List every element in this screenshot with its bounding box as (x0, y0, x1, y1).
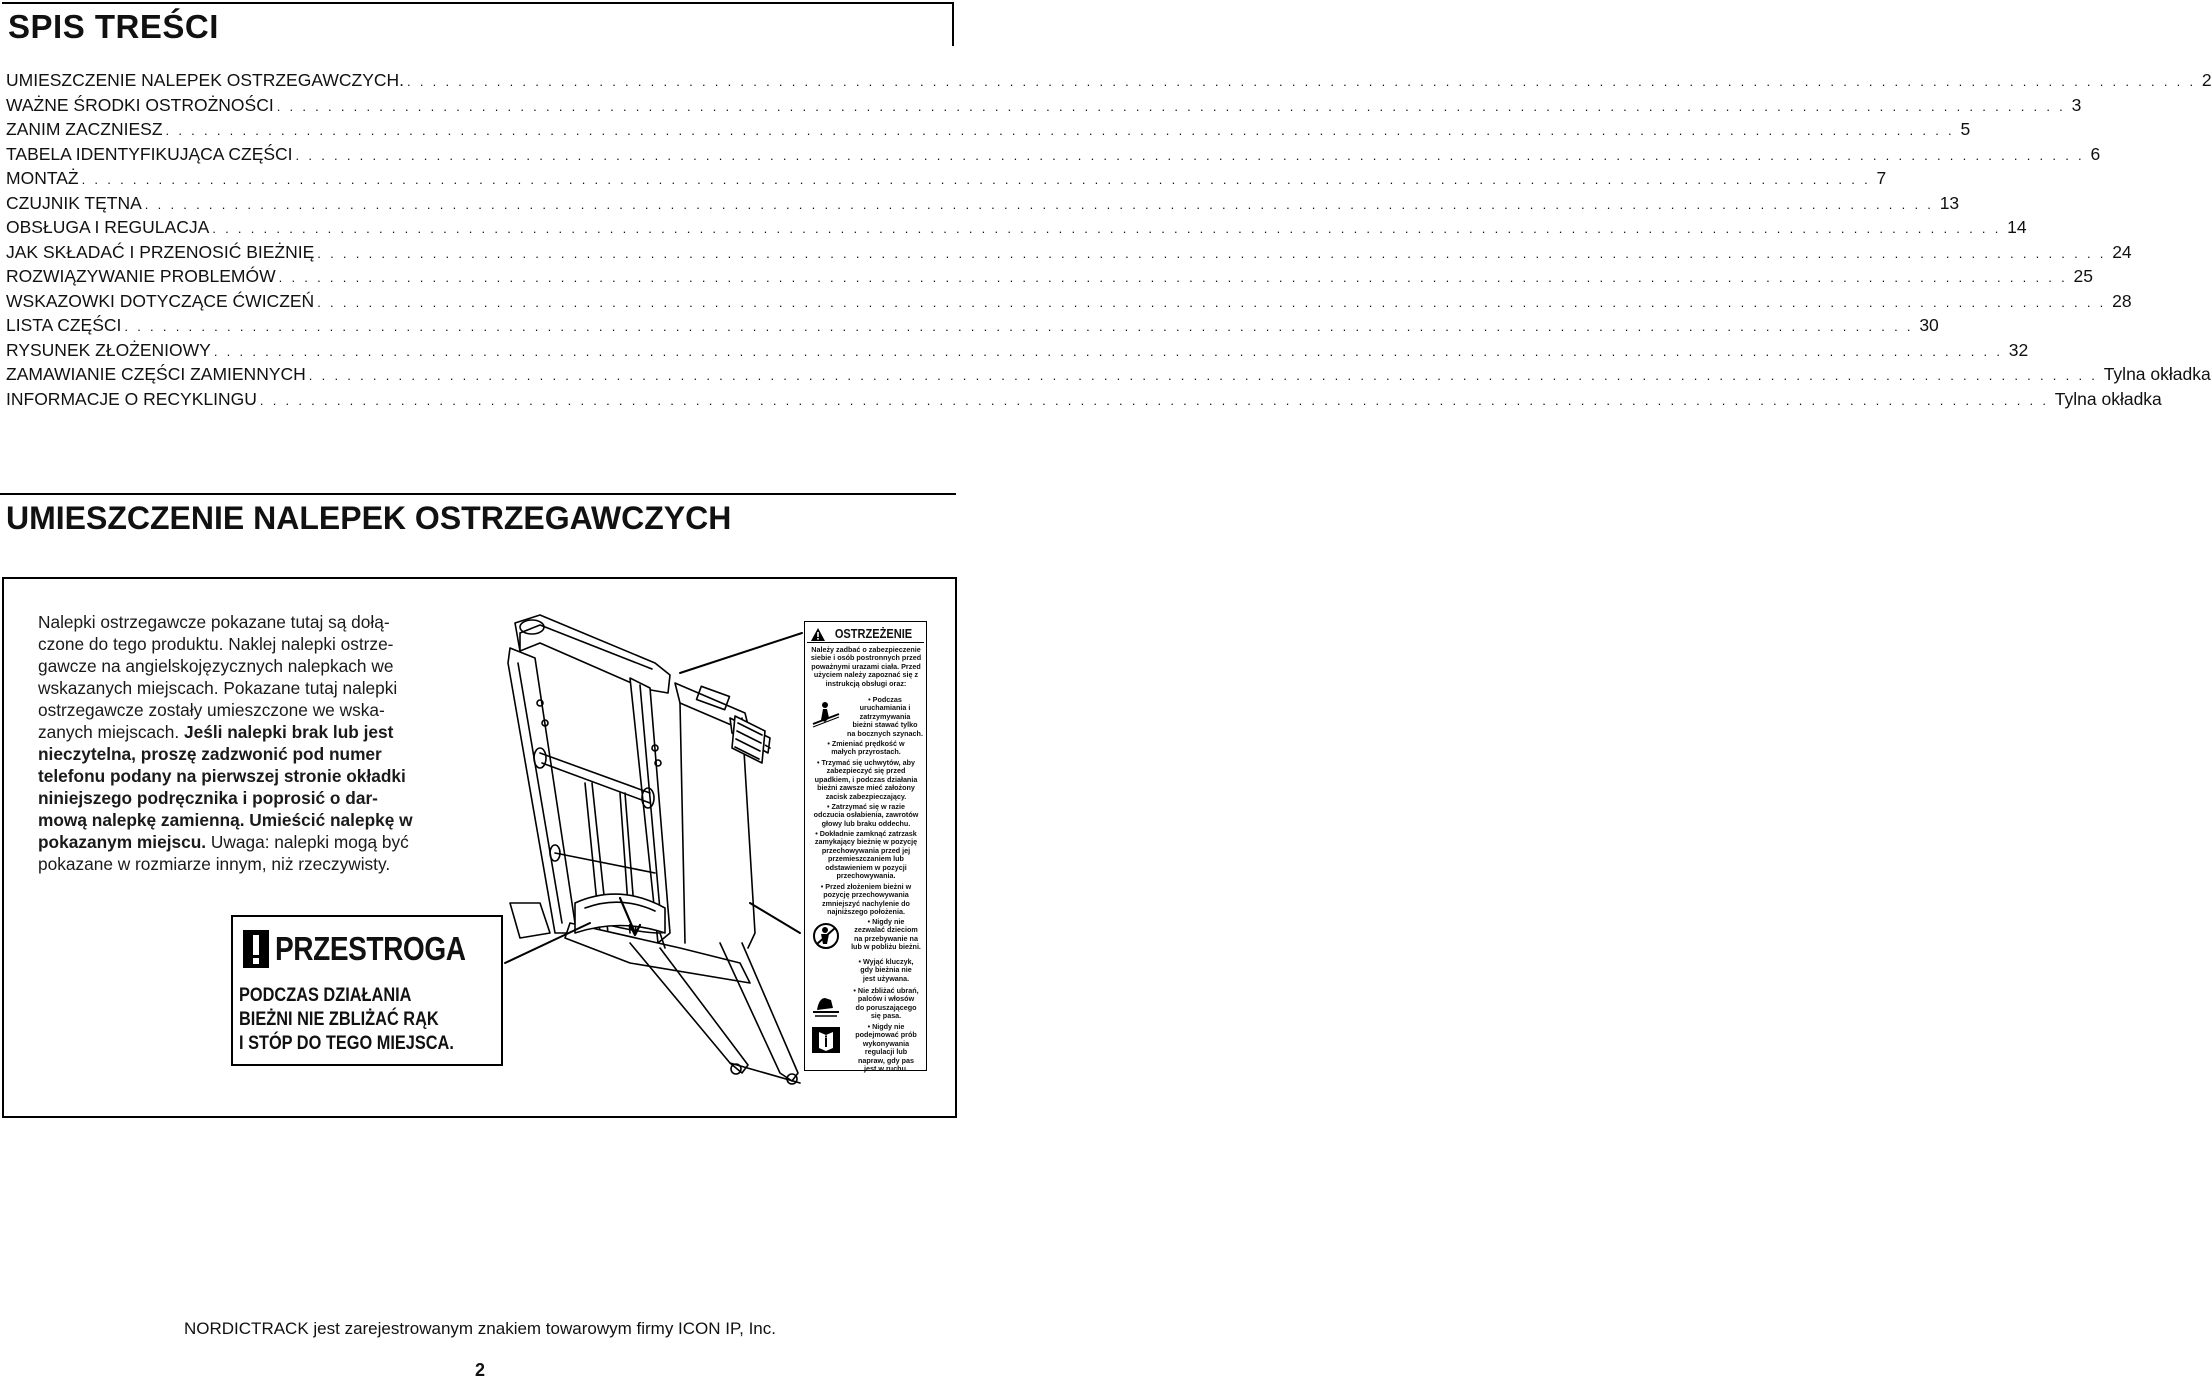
toc-page-number: 30 (1919, 315, 1939, 335)
toc-label: ROZWIĄZYWANIE PROBLEMÓW (6, 266, 276, 286)
warning-item-line: odczucia osłabienia, zawrotów (813, 810, 919, 820)
toc-leader-dots: . . . . . . . . . . . . . . . . . . . . . . . . . . . . . . . . . . . . . . . . . . . . . . . . . . . . . . . . . . . . . . . . . . . . . . . . . . . . . . . . . . . . . . . . . . . . . . . . . . . . . . . . . . . . . . . . . . . . . . . . . . . . . . . . . . . . . . . . . . . . (295, 147, 2085, 163)
warning-item-line: napraw, gdy pas (857, 1055, 915, 1065)
intro-bold-text: mową nalepkę zamienną. Umieścić nalepkę w (38, 810, 413, 830)
toc-row (6, 93, 2082, 118)
intro-paragraph (38, 611, 458, 875)
toc-row (6, 264, 2094, 289)
warning-item (809, 883, 923, 917)
warning-item-line: • Przed złożeniem bieżni w (820, 882, 912, 891)
caution-label (231, 915, 503, 1066)
caution-line: I STÓP DO TEGO MIEJSCA. (239, 1033, 454, 1054)
section-title: UMIESZCZENIE NALEPEK OSTRZEGAWCZYCH (6, 500, 732, 536)
warning-item (847, 987, 925, 1021)
toc-leader-dots: . . . . . . . . . . . . . . . . . . . . . . . . . . . . . . . . . . . . . . . . . . . . . . . . . . . . . . . . . . . . . . . . . . . . . . . . . . . . . . . . . . . . . . . . . . . . . . . . . . . . . . . . . . . . . . . . . . . . . . . . . . . . . . . . . . . . . . . . . . . . (165, 123, 1955, 138)
warning-item-line: • Nigdy nie (867, 1022, 905, 1031)
warning-triangle-icon (811, 628, 825, 641)
intro-line: Nalepki ostrzegawcze pokazane tutaj są dołą- (38, 612, 390, 632)
caution-text (239, 984, 454, 1056)
warning-item-line: pozycję przechowywania (823, 890, 909, 900)
toc-row (6, 362, 2211, 387)
warning-item (809, 646, 923, 688)
toc-page-number: 2 (2201, 70, 2212, 90)
warning-item-line: na przebywanie na (854, 933, 918, 943)
title-frame (2, 2, 954, 46)
warning-item-line: zatrzymywania (859, 711, 911, 721)
warning-item-line: przechowywania. (836, 871, 896, 881)
intro-line: ostrzegawcze zostały umieszczone we wska- (38, 700, 385, 720)
toc-page-number: 6 (2090, 143, 2101, 164)
warning-item-line: palców i włosów (857, 994, 915, 1004)
toc-leader-dots: . . . . . . . . . . . . . . . . . . . . . . . . . . . . . . . . . . . . . . . . . . . . . . . . . . . . . . . . . . . . . . . . . . . . . . . . . . . . . . . . . . . . . . . . . . . . . . . . . . . . . . . . . . . . . . . . . . . . . . . . . . . . . . . . . . . . . . . . . . . . (144, 196, 1934, 212)
toc-row (6, 191, 1960, 216)
warning-item-line: przemieszczaniem lub (828, 854, 904, 864)
warning-item-line: bieżni zawsze mieć założony (817, 783, 915, 793)
intro-bold-text: nieczytelna, proszę zadzwonić pod numer (38, 744, 382, 764)
intro-line (38, 721, 458, 743)
warning-item-line: zezwalać dzieciom (854, 925, 918, 935)
toc-leader-dots: . . . . . . . . . . . . . . . . . . . . . . . . . . . . . . . . . . . . . . . . . . . . . . . . . . . . . . . . . . . . . . . . . . . . . . . . . . . . . . . . . . . . . . . . . . . . . . . . . . . . . . . . . . . . . . . . . . . . . . . . . . . . . . . . . . . . . . . . . . . . (81, 172, 1871, 187)
warning-item-line: Należy zadbać o zabezpieczenie (811, 645, 921, 654)
caution-line: PODCZAS DZIAŁANIA (239, 985, 412, 1006)
warning-item (809, 830, 923, 880)
warning-item-line: • Dokładnie zamknąć zatrzask (815, 829, 917, 838)
warning-item-line: gdy bieżnia nie (860, 965, 912, 975)
warning-item-line: bieżni stawać tylko (852, 720, 918, 730)
treadmill-step-icon (811, 700, 841, 728)
toc-row (6, 313, 1939, 338)
caution-title: PRZESTROGA (275, 930, 466, 967)
warning-item (809, 759, 923, 801)
toc-row (6, 68, 2212, 93)
child-prohibited-icon (811, 922, 841, 950)
intro-text: zanych miejscach. (38, 722, 184, 742)
toc-leader-dots: . . . . . . . . . . . . . . . . . . . . . . . . . . . . . . . . . . . . . . . . . . . . . . . . . . . . . . . . . . . . . . . . . . . . . . . . . . . . . . . . . . . . . . . . . . . . . . . . . . . . . . . . . . . . . . . . . . . . . . . . . . . . . . . . . . . . . . . . . . . . (278, 270, 2068, 285)
toc-row (6, 215, 2027, 240)
toc-page-number: 14 (2007, 217, 2027, 237)
warning-item (809, 803, 923, 828)
toc-page-number: 25 (2073, 266, 2094, 286)
toc-label: INFORMACJE O RECYKLINGU (6, 388, 257, 409)
warning-item-line: użyciem należy zapoznać się z (813, 670, 919, 680)
warning-item-line: siebie i osób postronnych przed (810, 653, 922, 663)
warning-item-line: zabezpieczyć się przed (826, 766, 906, 776)
warning-item-line: • Zatrzymać się w razie (826, 802, 906, 811)
warning-item-line: jest używana. (862, 973, 910, 983)
intro-bold-text: Jeśli nalepki brak lub jest (184, 722, 394, 742)
section-divider (0, 493, 956, 495)
warning-item-line: • Zmieniać prędkość w (827, 739, 905, 748)
intro-line: pokazane w rozmiarze innym, niż rzeczywisty. (38, 854, 391, 874)
warning-item-line: podejmować prób (855, 1030, 917, 1040)
intro-bold-text: niniejszego podręcznika i poprosić o dar- (38, 788, 378, 808)
warning-item-line: zacisk zabezpieczający. (825, 791, 907, 801)
warning-item (847, 958, 925, 983)
warning-item-line: jest w ruchu. (864, 1064, 908, 1074)
toc-leader-dots: . . . . . . . . . . . . . . . . . . . . . . . . . . . . . . . . . . . . . . . . . . . . . . . . . . . . . . . . . . . . . . . . . . . . . . . . . . . . . . . . . . . . . . . . . . . . . . . . . . . . . . . . . . . . . . . . . . . . . . . . . . . . . . . . . . . . . . . . . . . . (212, 221, 2002, 236)
toc-row (6, 142, 2101, 167)
toc-label: WAŻNE ŚRODKI OSTROŻNOŚCI (6, 94, 274, 115)
intro-bold-text: pokazanym miejscu. (38, 832, 207, 852)
warning-title: OSTRZEŻENIE (835, 625, 913, 641)
warning-item-line: • Nigdy nie (867, 917, 905, 926)
toc-page-number: 7 (1876, 168, 1887, 188)
warning-item-line: się pasa. (870, 1011, 902, 1021)
toc-row (6, 117, 1971, 142)
warning-item-line: na bocznych szynach. (847, 728, 923, 738)
toc-page-number: 32 (2008, 339, 2029, 360)
hand-belt-icon (811, 990, 841, 1018)
toc-leader-dots: . . . . . . . . . . . . . . . . . . . . . . . . . . . . . . . . . . . . . . . . . . . . . . . . . . . . . . . . . . . . . . . . . . . . . . . . . . . . . . . . . . . . . . . . . . . . . . . . . . . . . . . . . . . . . . . . . . . . . . . . . . . . . . . . . . . . . . . . . . . . (276, 98, 2066, 114)
warning-item (847, 1023, 925, 1073)
intro-line: gawcze na angielskojęzycznych nalepkach we (38, 656, 394, 676)
page-number: 2 (474, 1360, 485, 1380)
toc-label: MONTAŻ (6, 168, 79, 188)
warning-item-line: przechowywania przed jej (821, 845, 911, 855)
toc-page-number: Tylna okładka (2054, 388, 2162, 409)
toc-label: JAK SKŁADAĆ I PRZENOSIĆ BIEŻNIĘ (6, 241, 315, 262)
toc-label: WSKAZOWKI DOTYCZĄCE ĆWICZEŃ (6, 290, 315, 311)
toc-label: ZAMAWIANIE CZĘŚCI ZAMIENNYCH (6, 364, 306, 384)
warning-item-line: wykonywania (862, 1038, 910, 1048)
warning-item-line: instrukcją obsługi oraz: (825, 678, 907, 688)
warning-item-line: lub w pobliżu bieżni. (851, 942, 921, 952)
intro-line (38, 765, 458, 787)
toc-page-number: 5 (1960, 119, 1971, 139)
intro-line (38, 787, 458, 809)
warning-item (809, 740, 923, 757)
toc-label: OBSŁUGA I REGULACJA (6, 217, 210, 237)
toc-leader-dots: . . . . . . . . . . . . . . . . . . . . . . . . . . . . . . . . . . . . . . . . . . . . . . . . . . . . . . . . . . . . . . . . . . . . . . . . . . . . . . . . . . . . . . . . . . . . . . . . . . . . . . . . . . . . . . . . . . . . . . . . . . . . . . . . . . . . . . . . . . . . (317, 245, 2107, 261)
warning-header (809, 625, 922, 643)
warning-item-line: głowy lub braku oddechu. (821, 818, 911, 828)
warning-label (804, 621, 927, 1074)
warning-item-line: małych przyrostach. (831, 747, 901, 757)
warning-item-line: odstawieniem w pozycji (825, 862, 907, 872)
intro-line: wskazanych miejscach. Pokazane tutaj nalepki (38, 678, 398, 698)
toc-page-number: 24 (2112, 241, 2132, 262)
intro-bold-text: telefonu podany na pierwszej stronie okładki (38, 766, 406, 786)
toc-label: CZUJNIK TĘTNA (6, 192, 142, 213)
toc-row (6, 166, 1887, 191)
table-of-contents (6, 68, 2212, 411)
toc-leader-dots: . . . . . . . . . . . . . . . . . . . . . . . . . . . . . . . . . . . . . . . . . . . . . . . . . . . . . . . . . . . . . . . . . . . . . . . . . . . . . . . . . . . . . . . . . . . . . . . . . . . . . . . . . . . . . . . . . . . . . . . . . . . . . . . . . . . . . . . . . . . . (317, 294, 2107, 310)
intro-line (38, 809, 458, 831)
toc-leader-dots: . . . . . . . . . . . . . . . . . . . . . . . . . . . . . . . . . . . . . . . . . . . . . . . . . . . . . . . . . . . . . . . . . . . . . . . . . . . . . . . . . . . . . . . . . . . . . . . . . . . . . . . . . . . . . . . . . . . . . . . . . . . . . . . . . . . . . . . . . . . . (213, 343, 2003, 359)
toc-row (6, 240, 2132, 265)
toc-page-number: 28 (2112, 290, 2132, 311)
intro-text: Uwaga: nalepki mogą być (206, 832, 409, 852)
toc-page-number: 3 (2071, 94, 2082, 115)
warning-header-rule (807, 642, 924, 643)
warning-item-line: zmniejszyć nachylenie do (822, 898, 910, 908)
toc-label: RYSUNEK ZŁOŻENIOWY (6, 339, 211, 360)
intro-line: czone do tego produktu. Naklej nalepki ostrze- (38, 634, 394, 654)
warning-item-line: • Trzymać się uchwytów, aby (816, 758, 916, 767)
toc-label: LISTA CZĘŚCI (6, 315, 122, 335)
toc-row (6, 387, 2162, 412)
warning-exclamation-icon (241, 930, 271, 968)
page-title: SPIS TREŚCI (8, 8, 219, 45)
warning-item-line: zamykający bieżnię w pozycję (814, 837, 918, 847)
warning-item-line: do poruszającego (855, 1002, 917, 1012)
warning-item-line: upadkiem, i podczas działania (814, 774, 918, 784)
caution-line: BIEŻNI NIE ZBLIŻAĆ RĄK (239, 1009, 439, 1030)
toc-label: TABELA IDENTYFIKUJĄCA CZĘŚCI (6, 143, 293, 164)
info-manual-icon (811, 1026, 841, 1054)
warning-item-line: • Podczas (868, 695, 902, 704)
warning-item (847, 918, 925, 952)
caution-header (241, 930, 499, 968)
intro-line (38, 831, 458, 853)
warning-item-line: poważnymi urazami ciała. Przed (811, 661, 921, 671)
warning-item (845, 696, 925, 738)
toc-leader-dots: . . . . . . . . . . . . . . . . . . . . . . . . . . . . . . . . . . . . . . . . . . . . . . . . . . . . . . . . . . . . . . . . . . . . . . . . . . . . . . . . . . . . . . . . . . . . . . . . . . . . . . . . . . . . . . . . . . . . . . . . . . . . . . . . . . . . . . . . . . . . (308, 368, 2098, 383)
toc-leader-dots: . . . . . . . . . . . . . . . . . . . . . . . . . . . . . . . . . . . . . . . . . . . . . . . . . . . . . . . . . . . . . . . . . . . . . . . . . . . . . . . . . . . . . . . . . . . . . . . . . . . . . . . . . . . . . . . . . . . . . . . . . . . . . . . . . . . . . . . . . . . . (259, 392, 2049, 408)
warning-item-line: • Wyjąć kluczyk, (858, 957, 914, 966)
warning-item-line: uruchamiania i (859, 703, 911, 713)
intro-line (38, 743, 458, 765)
toc-page-number: Tylna okładka (2103, 364, 2211, 384)
toc-label: ZANIM ZACZNIESZ (6, 119, 163, 139)
toc-row (6, 338, 2029, 363)
toc-page-number: 13 (1939, 192, 1960, 213)
trademark-note: NORDICTRACK jest zarejestrowanym znakiem towarowym firmy ICON IP, Inc. (184, 1319, 776, 1338)
toc-row (6, 289, 2132, 314)
toc-leader-dots: . . . . . . . . . . . . . . . . . . . . . . . . . . . . . . . . . . . . . . . . . . . . . . . . . . . . . . . . . . . . . . . . . . . . . . . . . . . . . . . . . . . . . . . . . . . . . . . . . . . . . . . . . . . . . . . . . . . . . . . . . . . . . . . . . . . . . . . . . . . . (407, 74, 2196, 89)
treadmill-illustration (480, 603, 810, 1103)
warning-item-line: regulacji lub (864, 1047, 908, 1057)
warning-item-line: • Nie zbliżać ubrań, (853, 986, 919, 995)
toc-label: UMIESZCZENIE NALEPEK OSTRZEGAWCZYCH. (6, 70, 405, 90)
warning-item-line: najniższego położenia. (827, 907, 905, 917)
toc-leader-dots: . . . . . . . . . . . . . . . . . . . . . . . . . . . . . . . . . . . . . . . . . . . . . . . . . . . . . . . . . . . . . . . . . . . . . . . . . . . . . . . . . . . . . . . . . . . . . . . . . . . . . . . . . . . . . . . . . . . . . . . . . . . . . . . . . . . . . . . . . . . . (124, 319, 1914, 334)
